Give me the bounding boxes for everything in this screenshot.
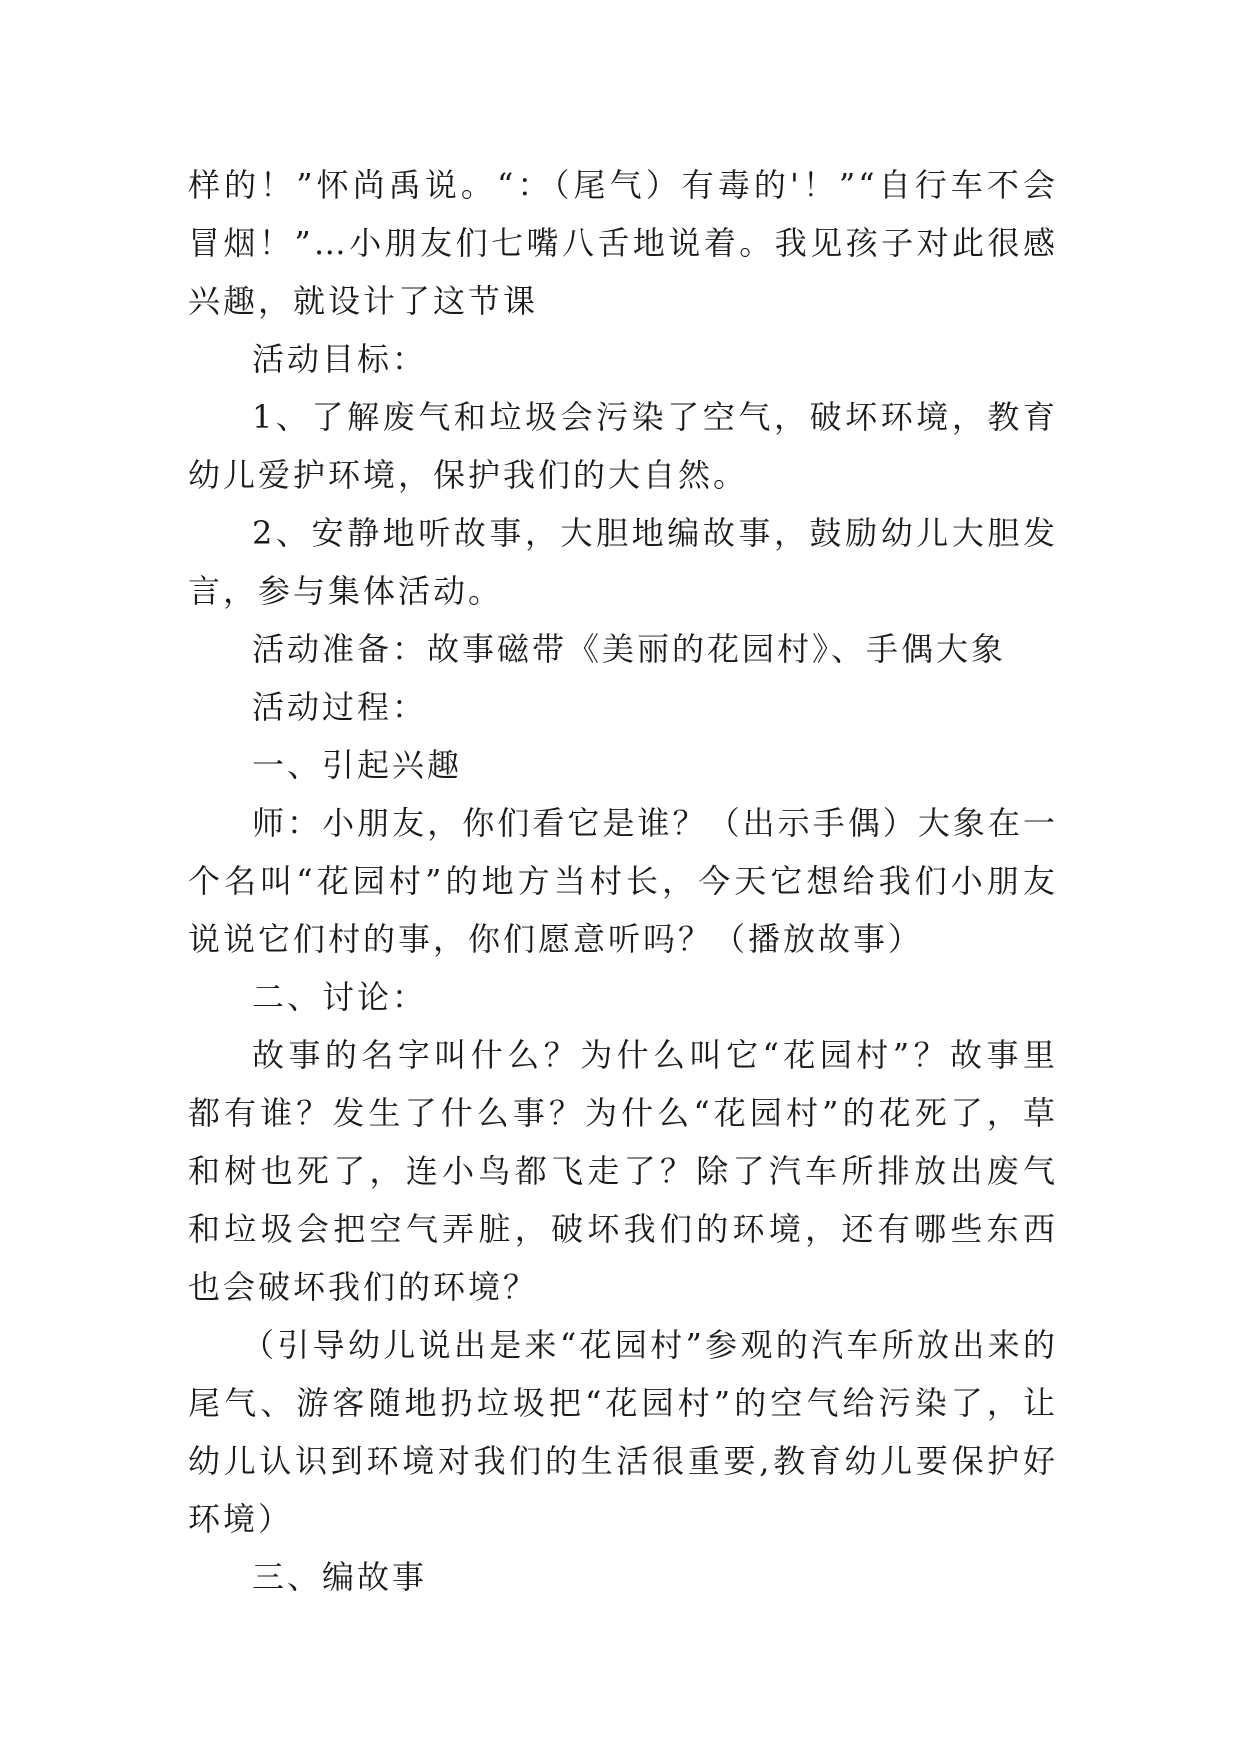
document-body xyxy=(188,156,1058,1606)
teacher-dialogue: 师：小朋友，你们看它是谁？（出示手偶）大象在一个名叫“花园村”的地方当村长，今天它想给我们小朋友说说它们村的事，你们愿意听吗？（播放故事） xyxy=(188,804,1058,958)
section-1-heading: 一、引起兴趣 xyxy=(252,746,463,784)
heading-activity-process: 活动过程： xyxy=(252,688,428,726)
section-2-heading: 二、讨论： xyxy=(252,978,428,1016)
guidance-note: （引导幼儿说出是来“花园村”参观的汽车所放出来的尾气、游客随地扔垃圾把“花园村”的空气给污染了，让幼儿认识到环境对我们的生活很重要,教育幼儿要保护好环境） xyxy=(188,1326,1058,1538)
heading-activity-goals: 活动目标： xyxy=(252,340,428,378)
section-3-heading: 三、编故事 xyxy=(252,1558,428,1596)
paragraph-continuation: 样的！”怀尚禹说。“：（尾气）有毒的'！”“自行车不会冒烟！”…小朋友们七嘴八舌地说着。我见孩子对此很感兴趣，就设计了这节课 xyxy=(188,166,1058,320)
goal-item-1: 1、了解废气和垃圾会污染了空气，破坏环境，教育幼儿爱护环境，保护我们的大自然。 xyxy=(188,398,1058,494)
activity-preparation: 活动准备：故事磁带《美丽的花园村》、手偶大象 xyxy=(252,630,1007,668)
goal-item-2: 2、安静地听故事，大胆地编故事，鼓励幼儿大胆发言，参与集体活动。 xyxy=(188,514,1058,610)
discussion-questions: 故事的名字叫什么？为什么叫它“花园村”？故事里都有谁？发生了什么事？为什么“花园村”的花死了，草和树也死了，连小鸟都飞走了？除了汽车所排放出废气和垃圾会把空气弄脏，破坏我们的环境，还有哪些东西也会破坏我们的环境？ xyxy=(188,1036,1058,1306)
